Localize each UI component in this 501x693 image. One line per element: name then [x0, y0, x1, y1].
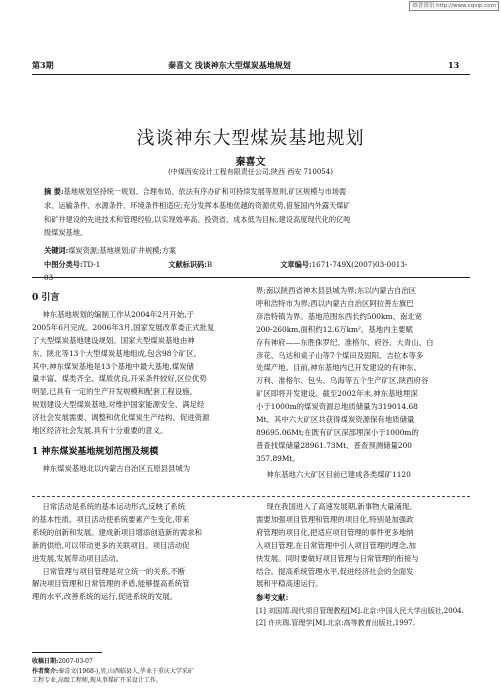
keywords	[44, 244, 458, 257]
paragraph-line: 量丰富、煤类齐全、煤质优良,开采条件较好,区位优势	[32, 374, 207, 384]
author-bio-line: 工程专业,高级工程师,现从事煤矿开采设计工作。	[32, 677, 162, 685]
paragraph-line: 万利、准格尔、包头、乌海等五个生产矿区,陕西府谷	[256, 376, 429, 386]
author-bio: 作者简介:秦喜文(1968-),男,山西临县人,毕业于重庆大学采矿	[32, 667, 194, 675]
paragraph-line: 了大型煤炭基地建设规划。国家大型煤炭基地由神	[32, 335, 195, 345]
paragraph-line: 其中,神东煤炭基地是13个基地中最大基地,煤炭储	[32, 361, 194, 371]
paragraph-line: 现在我国进入了高速发展期,新事物大量涌现。	[266, 502, 417, 511]
page-number: 13	[448, 60, 460, 70]
clc: 中图分类号:TD-1	[44, 260, 101, 269]
paragraph-line: 理的水平,改善系统的运行,促进系统的发展。	[32, 592, 178, 602]
references-heading: 参考文献:	[256, 593, 289, 603]
reference-item: [2] 许庆瑞.管理学[M].北京:高等教育出版社,1997.	[256, 619, 415, 628]
paragraph-line: 小于1000m的煤炭资源总地质储量为319014.68	[256, 402, 418, 412]
paragraph-line: 地区经济社会发展,具有十分重要的意义。	[32, 426, 168, 436]
references-list	[256, 605, 470, 629]
paragraph-line: 界;南以陕西省神木县县城为界;东以内蒙古自治区	[256, 286, 417, 295]
paragraph-line: 明显,已具有一定的生产开发规模和配套工程设施。	[32, 387, 197, 397]
paragraph-line: 神东煤炭基地北以内蒙古自治区五原县县城为	[42, 463, 191, 473]
paragraph-line: 357.89Mt。	[256, 453, 300, 463]
paragraph-line: 存有神府——东胜侏罗纪、准格尔、府谷、大青山、白	[256, 337, 434, 347]
paragraph-line: 济社会发展需要、调整和优化煤炭生产结构、促进资源	[32, 413, 210, 423]
abstract-rule	[32, 277, 470, 278]
document-code: 文献标识码:B	[168, 260, 213, 269]
paragraph-line: 解决项目管理和日常管理的矛盾,能够提高系统管	[32, 579, 190, 589]
paragraph-line: 规划建设大型煤炭基地,对维护国家能源安全、满足经	[32, 400, 205, 410]
right-column	[256, 285, 470, 482]
classification-line	[44, 258, 458, 284]
paragraph-line: 神东基地六大矿区目前已建成各类煤矿1120	[266, 469, 411, 479]
paragraph-line: 进发展,发展带动项目活动。	[32, 553, 124, 563]
abstract-label: 摘 要:	[44, 187, 64, 196]
paragraph-line: 普查找煤储量28961.73Mt、普查预测储量200	[256, 440, 412, 450]
paragraph-line: 彦花、乌达和桌子山等7个煤田及固阳、吉拉本等多	[256, 350, 424, 360]
reference-item: [1] 刘国靖.现代项目管理教程[M].北京:中国人民大学出版社,2004.	[256, 607, 464, 616]
paragraph-line: 新的供给,可以带动更多的关联项目。项目活动促	[32, 540, 190, 550]
paragraph-line: 处煤产地。目前,神东基地内已开发建设的有神东、	[256, 363, 421, 373]
splice-divider	[32, 496, 470, 497]
article-id: 文章编号:1671-749X(2007)03-0013-03	[44, 260, 408, 282]
paragraph-line: 彦浩特镇为界。基地范围东西长约500km、南北宽	[256, 311, 423, 321]
author-affiliation: (中煤西安设计工程有限责任公司,陕西 西安 710054)	[168, 168, 333, 176]
paragraph-line: 2005年6月完成。2006年3月,国家发展改革委正式批复	[32, 322, 215, 332]
paragraph-line: 府管理的项目化,把适应项目管理的事件更多地纳	[256, 527, 414, 537]
paragraph-line: 神东基地规划的编制工作从2004年2月开始,于	[42, 309, 194, 319]
keywords-value: 煤炭资源;基地规划;矿井规模;方案	[68, 246, 177, 255]
paragraph-line: 结合。提高系统管理水平,促进经济社会的全面发	[256, 566, 414, 576]
paragraph-line: 需要加强项目管理和管理的项目化,特别是加强政	[256, 514, 414, 524]
paragraph-line: 日常活动是系统的基本运动形式,反映了系统	[42, 502, 186, 511]
abstract-line: 和矿井建设的先进技术和管理经验,以实现效率高、投资省、成本低为目标,建设高度现代化的亿吨	[44, 214, 351, 224]
paragraph-line: 展和平稳高速运行。	[256, 579, 323, 589]
issue-label: 第3期	[32, 60, 54, 70]
left-column	[32, 292, 242, 476]
header-rule	[32, 74, 470, 75]
paragraph-line: Mt。其中六大矿区共获得煤炭资源保有地质储量	[256, 415, 415, 425]
abstract-line: 摘 要:基地规划坚持统一规划、合理布局、依法有序办矿和可持续发展等原则,矿区规模与市场需	[44, 187, 347, 196]
paragraph-line: 快发展。同时要做好项目管理与日常管理的衔接与	[256, 553, 419, 563]
received-date: 收稿日期:2007-03-07	[32, 658, 93, 665]
footnote	[32, 657, 232, 686]
paragraph-line: 的基本性质。项目活动使系统要素产生变化,带来	[32, 514, 190, 524]
paragraph-line: 系统的创新和发展。建成新项目增添创造新的需求和	[32, 527, 202, 537]
section-1-heading: 1 神东煤炭基地规划范围及规模	[32, 446, 159, 457]
paragraph-line: 89695.06Mt;在既有矿区深部埋深小于1000m的	[256, 427, 419, 437]
bottom-left-column	[32, 501, 242, 604]
article-title: 浅谈神东大型煤炭基地规划	[136, 128, 365, 149]
article-author: 秦喜文	[235, 157, 266, 168]
footnote-rule	[32, 652, 102, 653]
running-title: 秦喜文 浅谈神东大型煤炭基地规划	[168, 60, 291, 70]
abstract-line: 级煤炭基地。	[44, 228, 88, 238]
abstract-line: 求、运输条件、水源条件、环境条件相适应;充分发挥本基地优越的资源优势,借鉴国内外露天煤矿	[44, 200, 351, 210]
watermark: 维普资讯 http://www.cqvip.com	[409, 1, 499, 11]
paragraph-line: 呼和浩特市为界;西以内蒙古自治区阿拉善左旗巴	[256, 298, 414, 308]
paragraph-line: 200-260km,面积约12.6万km²。基地内主要赋	[256, 324, 413, 334]
paragraph-line: 矿区即将开发建设。截至2002年末,神东基地埋深	[256, 389, 418, 399]
keywords-label: 关键词:	[44, 246, 69, 255]
bottom-right-column	[256, 501, 470, 629]
section-0-heading: 0 引言	[32, 293, 60, 303]
paragraph-line: 东、陕北等13个大型煤炭基地组成,包含98个矿区。	[32, 348, 201, 358]
abstract	[44, 185, 458, 240]
paragraph-line: 日常管理与项目管理是对立统一的关系,不断	[42, 566, 186, 576]
paragraph-line: 入项目管理,在日常管理中引入项目管理的理念,加	[256, 540, 416, 550]
